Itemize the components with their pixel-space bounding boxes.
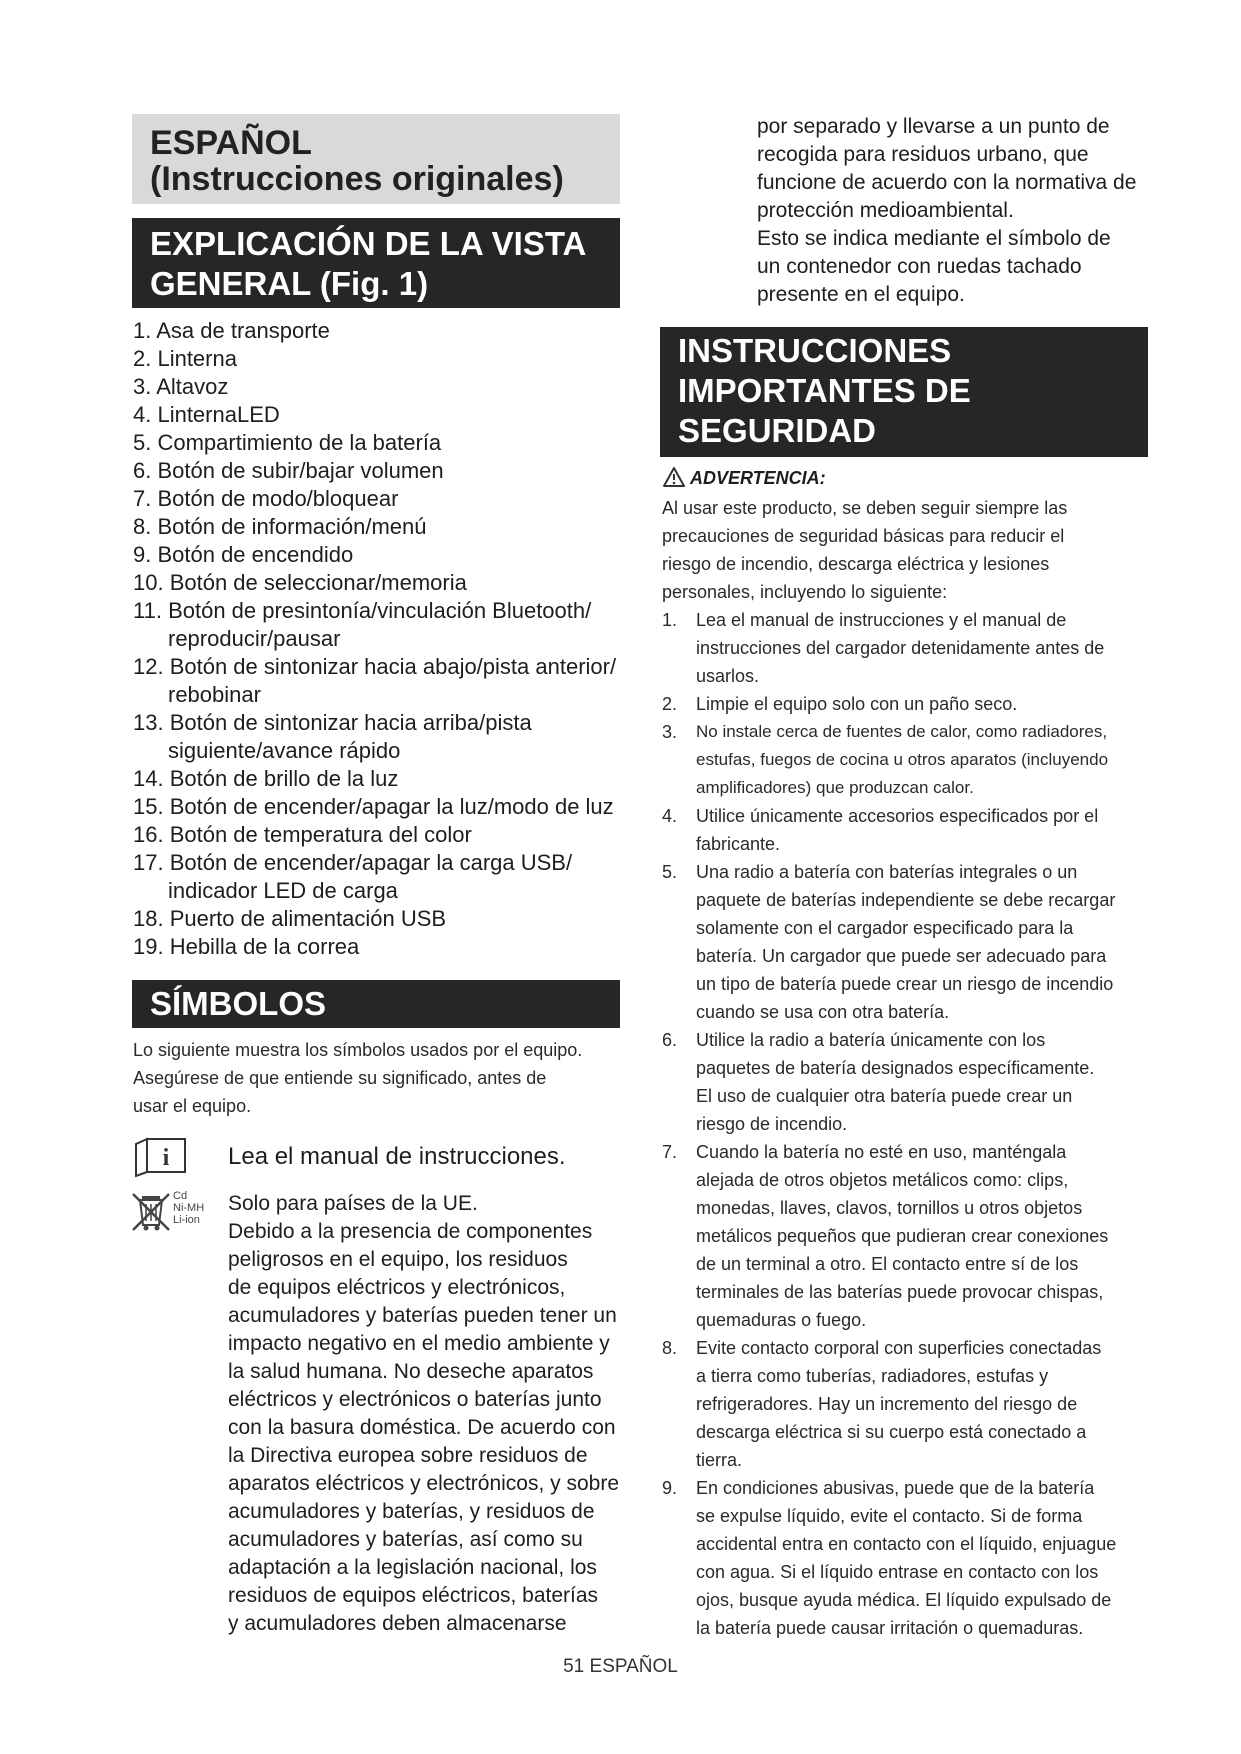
weee-line: Esto se indica mediante el símbolo de <box>757 227 1111 250</box>
safety-item-text: se expulse líquido, evite el contacto. Si de forma <box>696 1506 1083 1526</box>
safety-item-text: terminales de las baterías puede provocar chispas, <box>696 1282 1104 1302</box>
safety-item-text: batería. Un cargador que puede ser adecuado para <box>696 946 1107 966</box>
battery-label: Ni-MH <box>173 1202 205 1214</box>
safety-item-text: la batería puede causar irritación o quemaduras. <box>696 1618 1084 1638</box>
safety-item-number: 1. <box>662 610 678 630</box>
safety-item-text: Utilice la radio a batería únicamente con los <box>696 1030 1046 1050</box>
safety-item-text: Evite contacto corporal con superficies conectadas <box>696 1338 1102 1358</box>
safety-item-text: No instale cerca de fuentes de calor, como radiadores, <box>696 722 1108 741</box>
safety-item-text: metálicos pequeños que pudieran crear conexiones <box>696 1226 1109 1246</box>
language-title: ESPAÑOL <box>150 124 312 162</box>
safety-item-text: tierra. <box>696 1450 743 1470</box>
weee-line: protección medioambiental. <box>757 199 1014 222</box>
safety-title-line1: INSTRUCCIONES <box>678 332 952 369</box>
weee-line: la salud humana. No deseche aparatos <box>228 1360 594 1383</box>
safety-item-text: El uso de cualquier otra batería puede crear un <box>696 1086 1073 1106</box>
weee-line: la Directiva europea sobre residuos de <box>228 1444 588 1467</box>
language-header <box>132 114 620 204</box>
safety-item-number: 5. <box>662 862 678 882</box>
weee-line: con la basura doméstica. De acuerdo con <box>228 1416 616 1439</box>
overview-item: 18. Puerto de alimentación USB <box>133 906 447 931</box>
safety-item-text: paquetes de batería designados específicamente. <box>696 1058 1095 1078</box>
safety-item-text: quemaduras o fuego. <box>696 1310 867 1330</box>
safety-item-text: descarga eléctrica si su cuerpo está conectado a <box>696 1422 1087 1442</box>
safety-item-number: 7. <box>662 1142 678 1162</box>
weee-line: recogida para residuos urbano, que <box>757 143 1089 166</box>
overview-item: 14. Botón de brillo de la luz <box>133 766 399 791</box>
overview-item: 12. Botón de sintonizar hacia abajo/pista anterior/ <box>133 654 617 679</box>
overview-item-continued: indicador LED de carga <box>168 878 398 903</box>
safety-intro-line: personales, incluyendo lo siguiente: <box>662 582 948 602</box>
overview-item-continued: reproducir/pausar <box>168 626 341 651</box>
safety-item-text: amplificadores) que produzcan calor. <box>696 778 974 797</box>
overview-item-continued: siguiente/avance rápido <box>168 738 401 763</box>
weee-line: por separado y llevarse a un punto de <box>757 115 1110 138</box>
safety-item-number: 6. <box>662 1030 678 1050</box>
safety-item-text: Utilice únicamente accesorios especificados por el <box>696 806 1099 826</box>
weee-line: funcione de acuerdo con la normativa de <box>757 171 1137 194</box>
safety-item-text: paquete de baterías independiente se debe recargar <box>696 890 1116 910</box>
weee-line: impacto negativo en el medio ambiente y <box>228 1332 610 1355</box>
overview-item: 16. Botón de temperatura del color <box>133 822 472 847</box>
warning-label: ADVERTENCIA: <box>690 468 826 488</box>
weee-line: acumuladores y baterías, así como su <box>228 1528 583 1551</box>
symbols-intro-line: usar el equipo. <box>133 1096 252 1116</box>
weee-line: acumuladores y baterías pueden tener un <box>228 1304 617 1327</box>
safety-item-number: 9. <box>662 1478 678 1498</box>
safety-item-number: 3. <box>662 722 678 742</box>
weee-line: peligrosos en el equipo, los residuos <box>228 1248 568 1271</box>
weee-line: Solo para países de la UE. <box>228 1192 478 1215</box>
crossed-bin-icon <box>131 1192 177 1232</box>
safety-intro-line: precauciones de seguridad básicas para reducir el <box>662 526 1065 546</box>
overview-item: 8. Botón de información/menú <box>133 514 427 539</box>
warning-icon <box>662 466 686 488</box>
safety-item-text: un tipo de batería puede crear un riesgo de incendio <box>696 974 1114 994</box>
overview-item: 17. Botón de encender/apagar la carga USB/ <box>133 850 573 875</box>
overview-item-continued: rebobinar <box>168 682 261 707</box>
safety-intro-line: Al usar este producto, se deben seguir siempre las <box>662 498 1068 518</box>
safety-item-text: de un terminal a otro. El contacto entre sí de los <box>696 1254 1079 1274</box>
weee-line: adaptación a la legislación nacional, los <box>228 1556 597 1579</box>
safety-item-text: monedas, llaves, clavos, tornillos u otros objetos <box>696 1198 1083 1218</box>
overview-item: 13. Botón de sintonizar hacia arriba/pista <box>133 710 532 735</box>
overview-item: 15. Botón de encender/apagar la luz/modo de luz <box>133 794 614 819</box>
safety-item-text: refrigeradores. Hay un incremento del riesgo de <box>696 1394 1078 1414</box>
safety-item-text: estufas, fuegos de cocina u otros aparatos (incluyendo <box>696 750 1109 769</box>
overview-item: 7. Botón de modo/bloquear <box>133 486 399 511</box>
safety-item-text: ojos, busque ayuda médica. El líquido expulsado de <box>696 1590 1112 1610</box>
safety-intro-line: riesgo de incendio, descarga eléctrica y lesiones <box>662 554 1050 574</box>
battery-label: Li-ion <box>173 1214 200 1226</box>
overview-item: 5. Compartimiento de la batería <box>133 430 442 455</box>
safety-item-text: Limpie el equipo solo con un paño seco. <box>696 694 1018 714</box>
overview-item: 19. Hebilla de la correa <box>133 934 360 959</box>
weee-line: presente en el equipo. <box>757 283 965 306</box>
overview-item: 3. Altavoz <box>133 374 229 399</box>
safety-header <box>660 327 1148 457</box>
safety-item-text: accidental entra en contacto con el líquido, enjuague <box>696 1534 1117 1554</box>
overview-title-line1: EXPLICACIÓN DE LA VISTA <box>150 225 587 262</box>
safety-item-text: En condiciones abusivas, puede que de la batería <box>696 1478 1095 1498</box>
symbols-intro-line: Asegúrese de que entiende su significado, antes de <box>133 1068 547 1088</box>
overview-item: 4. LinternaLED <box>133 402 280 427</box>
safety-item-number: 8. <box>662 1338 678 1358</box>
weee-line: un contenedor con ruedas tachado <box>757 255 1082 278</box>
weee-line: aparatos eléctricos y electrónicos, y sobre <box>228 1472 620 1495</box>
safety-title-line2: IMPORTANTES DE <box>678 372 971 409</box>
safety-item-text: a tierra como tuberías, radiadores, estufas y <box>696 1366 1049 1386</box>
overview-item: 9. Botón de encendido <box>133 542 354 567</box>
safety-item-text: con agua. Si el líquido entrase en contacto con los <box>696 1562 1099 1582</box>
safety-item-text: Una radio a batería con baterías integrales o un <box>696 862 1078 882</box>
weee-line: Debido a la presencia de componentes <box>228 1220 593 1243</box>
safety-item-text: solamente con el cargador especificado para la <box>696 918 1074 938</box>
manual-symbol-text: Lea el manual de instrucciones. <box>228 1143 566 1170</box>
safety-item-text: instrucciones del cargador detenidamente antes de <box>696 638 1105 658</box>
weee-line: de equipos eléctricos y electrónicos, <box>228 1276 566 1299</box>
safety-item-text: fabricante. <box>696 834 781 854</box>
safety-item-number: 4. <box>662 806 678 826</box>
symbols-title: SÍMBOLOS <box>150 985 327 1022</box>
overview-title-line2: GENERAL (Fig. 1) <box>150 265 429 302</box>
manual-icon-letter: i <box>162 1145 170 1171</box>
battery-label: Cd <box>173 1190 188 1202</box>
overview-item: 1. Asa de transporte <box>133 318 330 343</box>
weee-line: residuos de equipos eléctricos, baterías <box>228 1584 599 1607</box>
symbols-header <box>132 980 620 1028</box>
safety-item-text: alejada de otros objetos metálicos como: clips, <box>696 1170 1069 1190</box>
weee-line: eléctricos y electrónicos o baterías junto <box>228 1388 602 1411</box>
safety-item-text: Lea el manual de instrucciones y el manual de <box>696 610 1067 630</box>
overview-header <box>132 218 620 308</box>
overview-item: 11. Botón de presintonía/vinculación Bluetooth/ <box>133 598 592 623</box>
safety-title-line3: SEGURIDAD <box>678 412 877 449</box>
overview-item: 10. Botón de seleccionar/memoria <box>133 570 467 595</box>
weee-line: y acumuladores deben almacenarse <box>228 1612 567 1635</box>
safety-item-number: 2. <box>662 694 678 714</box>
safety-item-text: usarlos. <box>696 666 760 686</box>
safety-item-text: Cuando la batería no esté en uso, manténgala <box>696 1142 1067 1162</box>
language-subtitle: (Instrucciones originales) <box>150 160 564 198</box>
page-footer: 51 ESPAÑOL <box>563 1656 678 1677</box>
weee-line: acumuladores y baterías, y residuos de <box>228 1500 595 1523</box>
overview-item: 6. Botón de subir/bajar volumen <box>133 458 444 483</box>
safety-item-text: cuando se usa con otra batería. <box>696 1002 950 1022</box>
safety-item-text: riesgo de incendio. <box>696 1114 848 1134</box>
read-manual-icon <box>133 1136 189 1178</box>
symbols-intro-line: Lo siguiente muestra los símbolos usados por el equipo. <box>133 1040 583 1060</box>
overview-item: 2. Linterna <box>133 346 237 371</box>
